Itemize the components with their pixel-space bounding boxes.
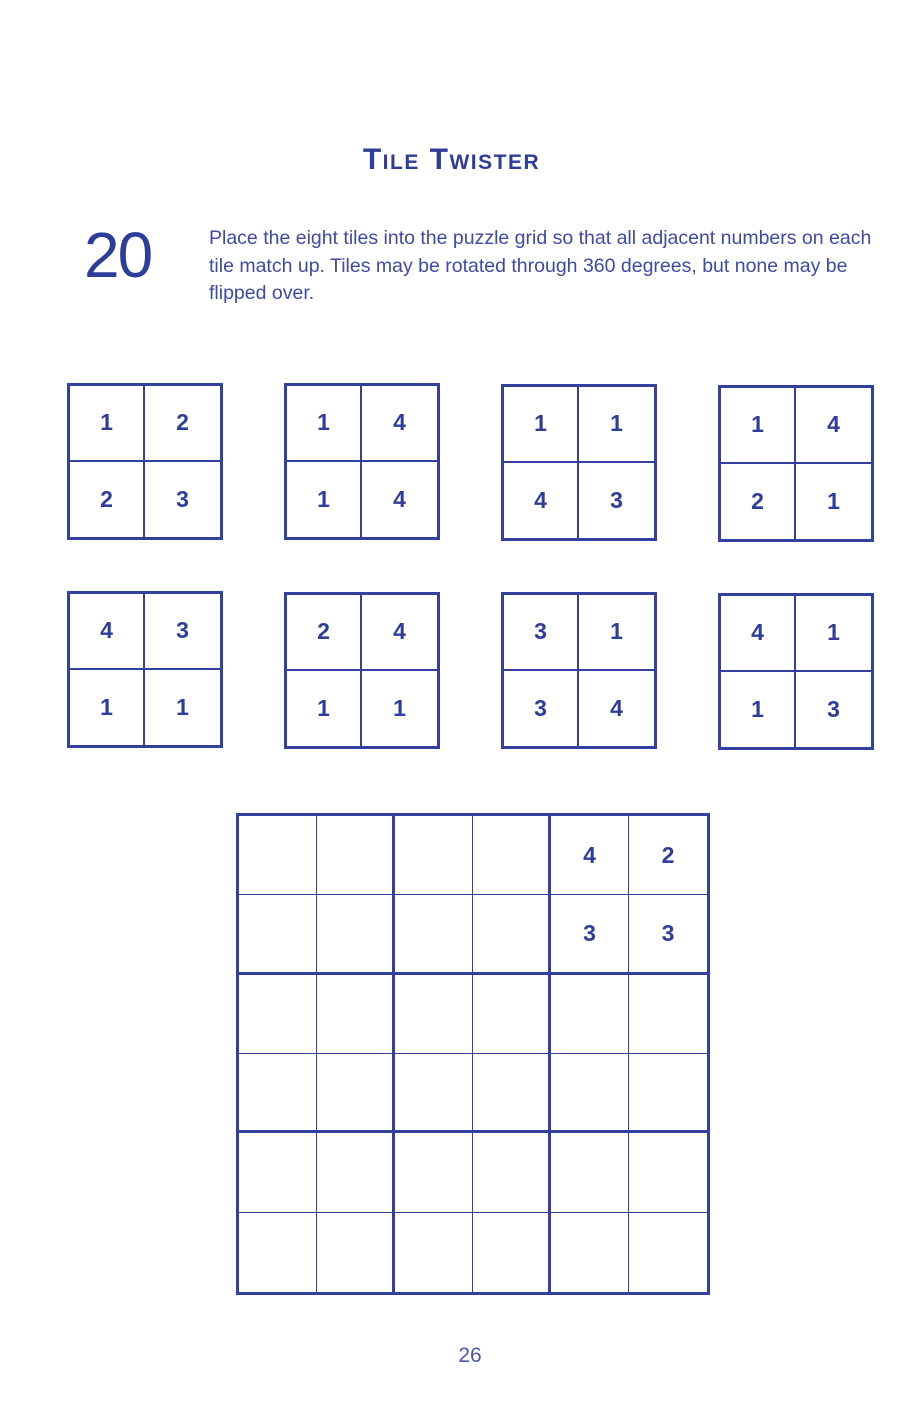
tile-cell: 2 (721, 464, 796, 540)
grid-cell[interactable] (239, 975, 317, 1054)
puzzle-title: Tile Twister (362, 143, 541, 176)
grid-cell[interactable] (395, 895, 473, 974)
grid-cell[interactable] (629, 1054, 707, 1133)
tile-cell: 1 (393, 694, 406, 721)
tile-cell: 1 (504, 387, 579, 463)
tile-5[interactable] (67, 591, 223, 748)
tile-cell: 4 (393, 485, 406, 512)
tile-2[interactable] (284, 383, 440, 540)
grid-cell[interactable] (395, 1213, 473, 1292)
tile-cell: 1 (176, 693, 189, 720)
tile-cell: 2 (287, 595, 362, 671)
tile-cell: 4 (70, 594, 145, 670)
tile-7[interactable] (501, 592, 657, 749)
grid-cell[interactable] (395, 1054, 473, 1133)
grid-cell[interactable] (551, 1054, 629, 1133)
grid-cell[interactable] (551, 975, 629, 1054)
tile-cell: 1 (721, 388, 796, 464)
tile-cell: 1 (287, 386, 362, 462)
grid-cell[interactable] (629, 975, 707, 1054)
tile-cell: 4 (504, 463, 579, 539)
tile-cell: 1 (827, 487, 840, 514)
puzzle-grid[interactable] (236, 813, 710, 1295)
grid-cell[interactable] (395, 1133, 473, 1212)
tile-1[interactable] (67, 383, 223, 540)
tile-cell: 3 (504, 595, 579, 671)
grid-cell[interactable] (317, 1133, 395, 1212)
tile-cell: 1 (287, 671, 362, 747)
grid-cell[interactable] (239, 1213, 317, 1292)
tile-cell: 3 (827, 695, 840, 722)
grid-cell[interactable] (473, 1054, 551, 1133)
grid-cell[interactable] (239, 816, 317, 895)
tile-cell: 1 (70, 386, 145, 462)
grid-cell[interactable] (239, 1133, 317, 1212)
tile-cell: 4 (610, 694, 623, 721)
grid-cell[interactable] (473, 1133, 551, 1212)
tile-cell: 1 (579, 387, 654, 463)
grid-cell[interactable] (473, 975, 551, 1054)
tile-8[interactable] (718, 593, 874, 750)
grid-cell[interactable]: 3 (629, 895, 707, 974)
tile-cell: 1 (721, 672, 796, 748)
tile-cell: 4 (796, 388, 871, 464)
grid-cell[interactable] (629, 1213, 707, 1292)
tile-cell: 3 (610, 486, 623, 513)
tile-6[interactable] (284, 592, 440, 749)
grid-cell[interactable]: 3 (551, 895, 629, 974)
tile-cell: 1 (287, 462, 362, 538)
tile-cell: 3 (504, 671, 579, 747)
grid-cell[interactable] (317, 895, 395, 974)
grid-cell[interactable] (551, 1133, 629, 1212)
tile-3[interactable] (501, 384, 657, 541)
puzzle-number: 20 (84, 219, 152, 291)
grid-cell[interactable] (317, 975, 395, 1054)
tile-cell: 2 (145, 386, 220, 462)
grid-cell[interactable] (473, 1213, 551, 1292)
grid-cell[interactable] (239, 895, 317, 974)
tile-cell: 3 (176, 485, 189, 512)
tile-cell: 2 (70, 462, 145, 538)
tile-cell: 4 (721, 596, 796, 672)
tile-cell: 4 (362, 595, 437, 671)
tile-4[interactable] (718, 385, 874, 542)
grid-cell[interactable] (317, 1054, 395, 1133)
grid-cell[interactable] (629, 1133, 707, 1212)
grid-cell[interactable]: 4 (551, 816, 629, 895)
tile-cell: 1 (796, 596, 871, 672)
grid-cell[interactable] (551, 1213, 629, 1292)
instructions-text: Place the eight tiles into the puzzle grid so that all adjacent numbers on each tile match up. Tiles may be rotated through 360 degrees, but none may be flipped over. (209, 227, 872, 304)
page-number: 26 (458, 1344, 482, 1367)
grid-cell[interactable] (395, 975, 473, 1054)
grid-cell[interactable] (395, 816, 473, 895)
tile-cell: 4 (362, 386, 437, 462)
grid-cell[interactable] (317, 1213, 395, 1292)
grid-cell[interactable] (239, 1054, 317, 1133)
tile-cell: 1 (70, 670, 145, 746)
grid-cell[interactable] (317, 816, 395, 895)
grid-cell[interactable]: 2 (629, 816, 707, 895)
grid-cell[interactable] (473, 895, 551, 974)
tile-cell: 1 (579, 595, 654, 671)
grid-cell[interactable] (473, 816, 551, 895)
tile-cell: 3 (145, 594, 220, 670)
